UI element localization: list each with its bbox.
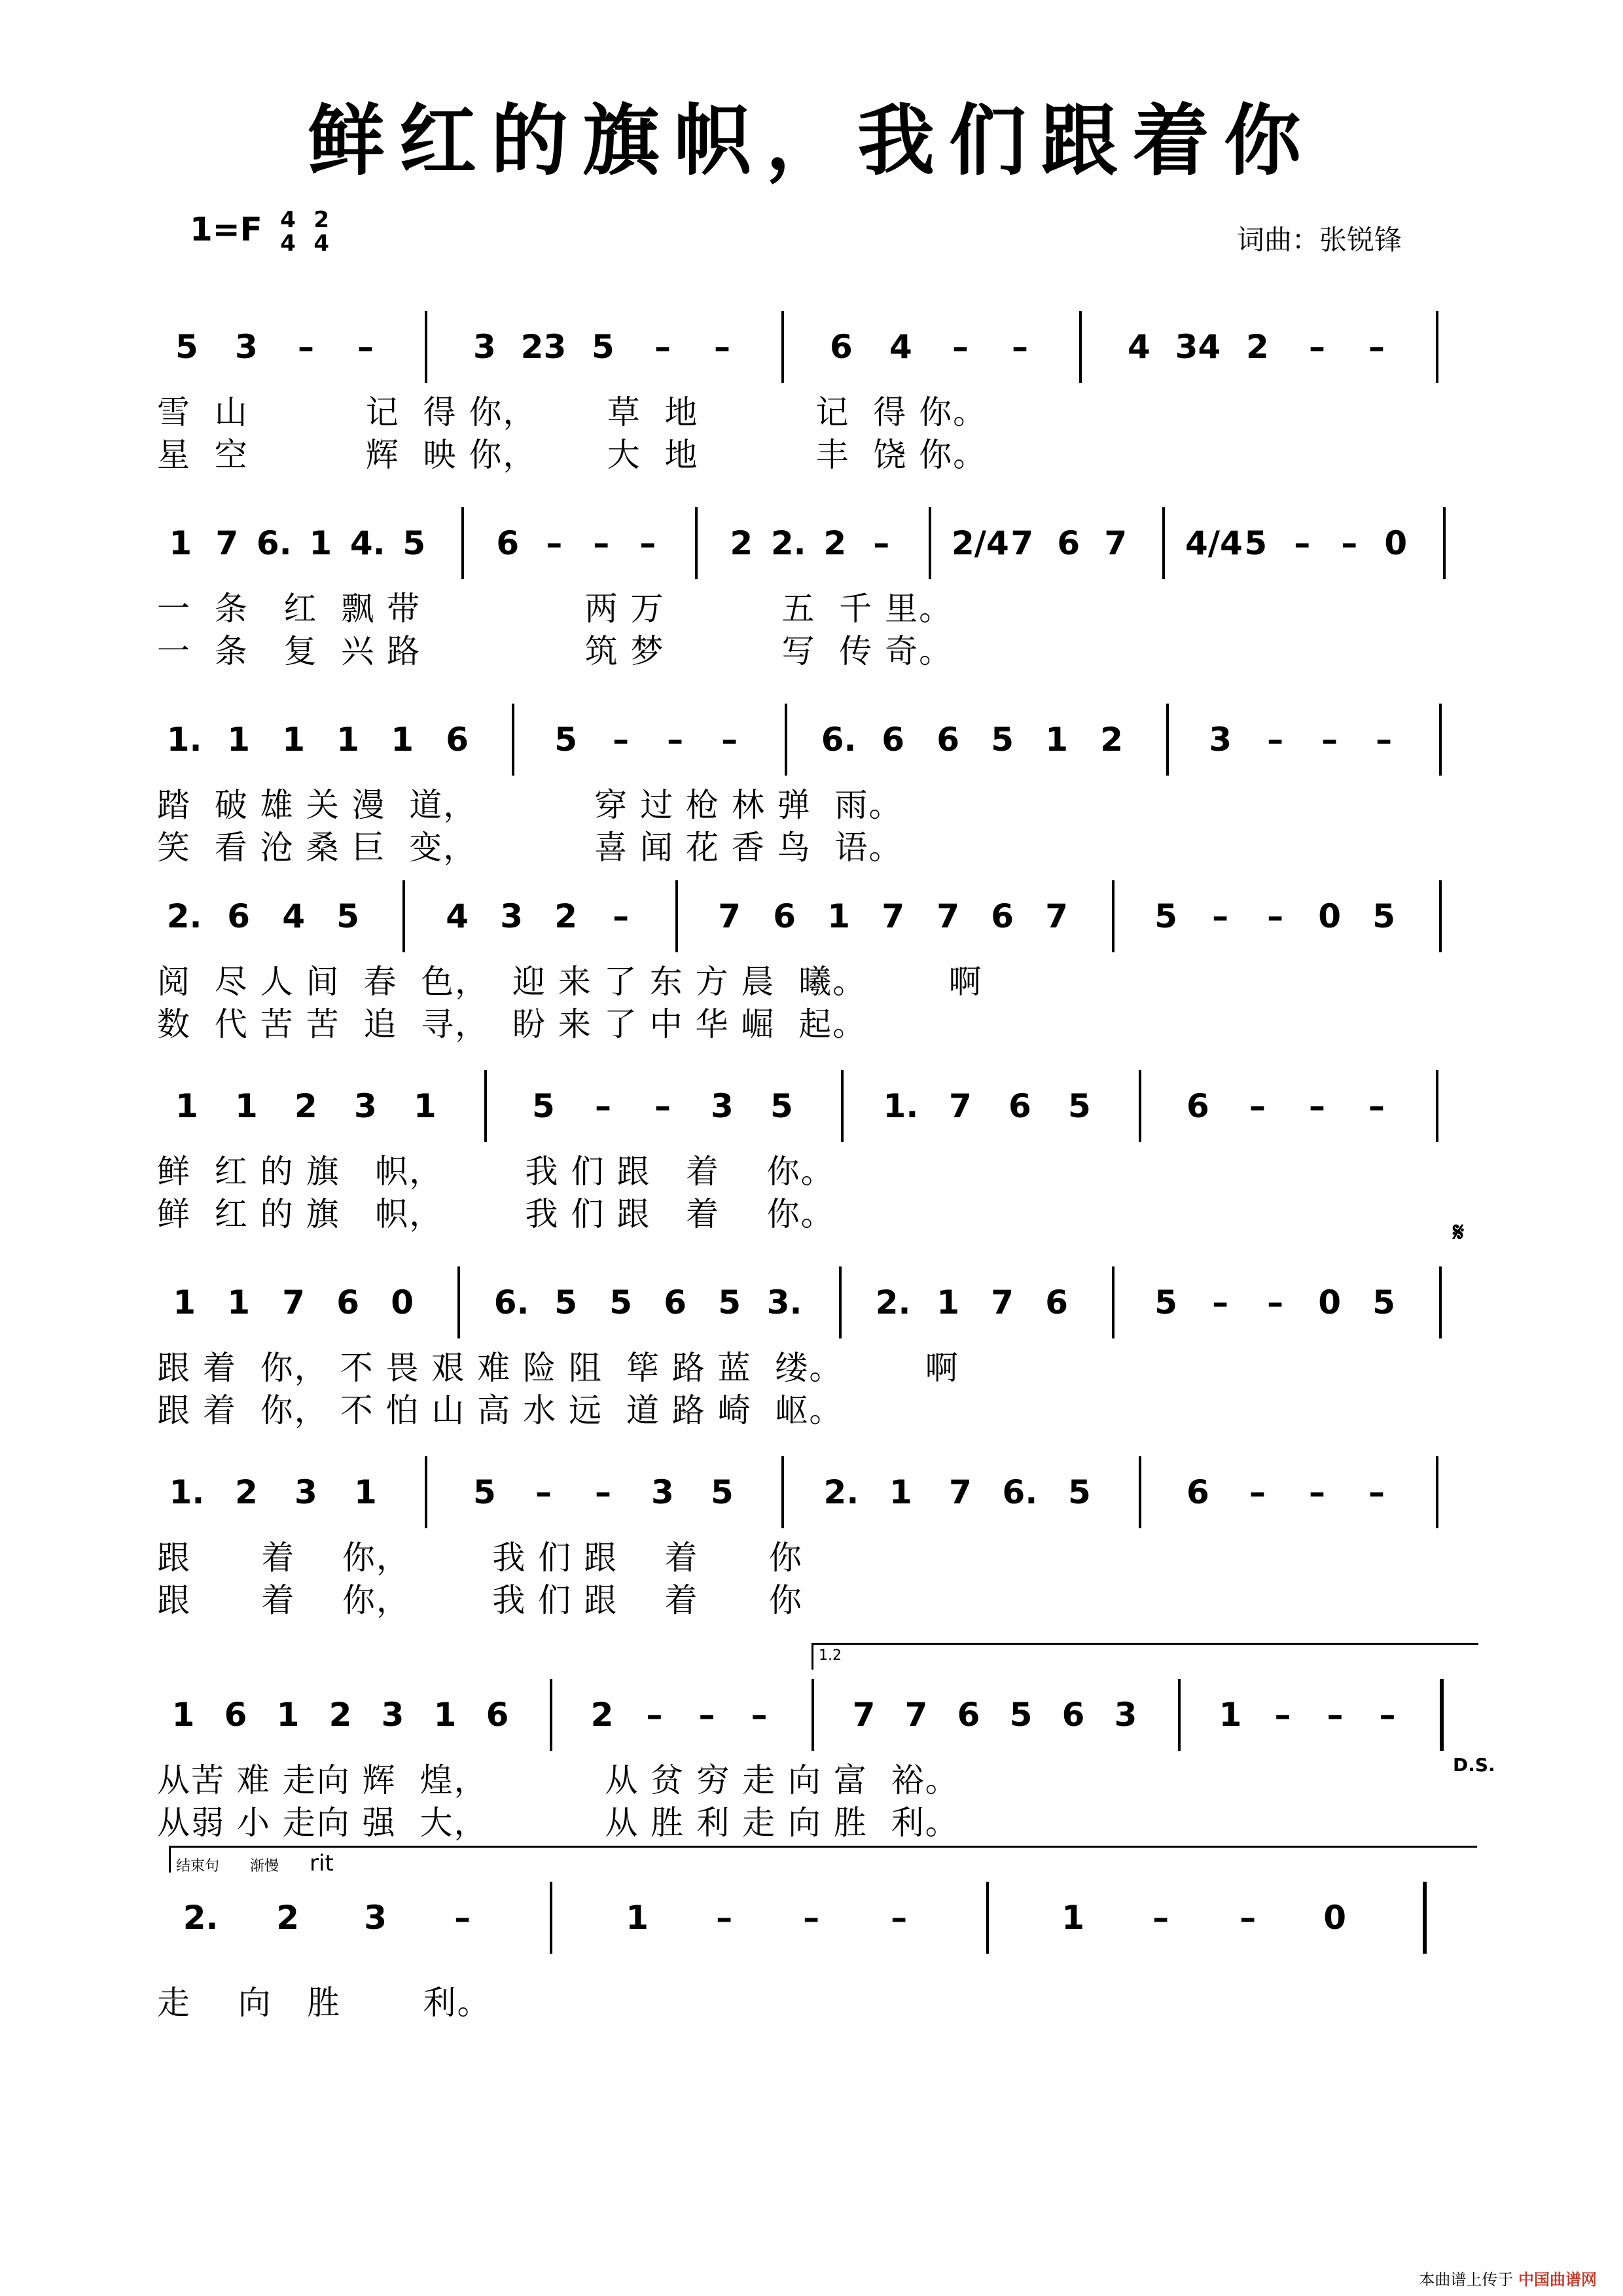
bar-line — [1439, 704, 1442, 776]
note: 5 — [609, 1283, 633, 1321]
notes-line — [157, 1067, 1479, 1152]
note: 2 — [823, 524, 847, 562]
note: 3 — [294, 1473, 317, 1511]
note: 2. — [875, 1283, 911, 1321]
note: – — [1212, 897, 1229, 935]
note: 6. — [821, 721, 857, 759]
end-bar-line — [1423, 1882, 1427, 1954]
note: 6 — [882, 721, 905, 759]
segno-sign: 𝄋 — [1453, 1217, 1465, 1247]
notes-line — [157, 1453, 1479, 1538]
bar-line — [1178, 1679, 1181, 1751]
note: 5 — [1244, 524, 1268, 562]
lyric-verse-1: 阅 尽 人 间 春 色， 迎 来 了 东 方 晨 曦。 啊 — [157, 963, 983, 1001]
note: 1 — [1045, 721, 1069, 759]
key-signature — [190, 208, 329, 255]
score-row — [157, 308, 1479, 478]
note: 1 — [227, 1283, 251, 1321]
note: – — [535, 1473, 552, 1511]
page-title: 鲜红的旗帜，我们跟着你 — [307, 95, 1315, 186]
note: 6 — [496, 524, 520, 562]
notes-line — [157, 1878, 1479, 1964]
note: – — [654, 1087, 671, 1125]
note: 3. — [766, 1283, 802, 1321]
note: 3 — [651, 1473, 674, 1511]
key-label: 1=F — [190, 210, 262, 249]
note: – — [1379, 1696, 1396, 1734]
score-row — [157, 1878, 1479, 2049]
note: – — [1327, 1696, 1344, 1734]
note: 1 — [354, 1473, 377, 1511]
note: 5 — [554, 1283, 578, 1321]
bar-line — [550, 1882, 552, 1954]
note: 7 — [904, 1696, 928, 1734]
bar-line — [841, 1070, 844, 1142]
note: 1. — [883, 1087, 919, 1125]
note: 5 — [1068, 1087, 1091, 1125]
note: 1 — [336, 721, 360, 759]
score-row — [157, 1453, 1479, 1623]
note: 0 — [1384, 524, 1408, 562]
note: – — [613, 721, 630, 759]
lyric-verse-1: 一 条 红 飘 带 两 万 五 千 里。 — [157, 590, 954, 628]
coda-label: 结束句 — [176, 1858, 220, 1874]
bar-line — [461, 507, 464, 579]
note: – — [1368, 1087, 1385, 1125]
note: 1 — [827, 897, 851, 935]
credit: 词曲：张锐锋 — [1237, 224, 1402, 256]
bar-line — [1443, 507, 1446, 579]
volta-bracket: 1.2 — [812, 1643, 1478, 1670]
bar-line — [929, 507, 931, 579]
note: 6 — [1045, 1283, 1069, 1321]
note: 1 — [175, 1087, 198, 1125]
note: 3 — [354, 1087, 377, 1125]
note: 1 — [171, 1696, 195, 1734]
note: 1 — [173, 1283, 196, 1321]
note: 6 — [936, 721, 960, 759]
note: 6. — [1002, 1473, 1038, 1511]
note: – — [698, 1696, 715, 1734]
note: 6 — [446, 721, 469, 759]
note: – — [1308, 1087, 1325, 1125]
note: 1 — [1061, 1899, 1085, 1937]
note: 5 — [402, 524, 426, 562]
bar-line — [484, 1070, 487, 1142]
note: 5 — [1154, 897, 1178, 935]
note: – — [716, 1899, 733, 1937]
note: 1. — [166, 721, 202, 759]
note: 1 — [235, 1087, 258, 1125]
bar-line — [512, 704, 514, 776]
note: 5 — [336, 897, 360, 935]
notes-line — [157, 877, 1479, 962]
time-signature-1: 4 4 — [280, 207, 296, 257]
note: 5 — [711, 1473, 734, 1511]
note: 6 — [224, 1696, 247, 1734]
note: – — [721, 721, 738, 759]
note: 4 — [889, 328, 912, 366]
note: 7 — [1010, 524, 1034, 562]
bar-line — [1439, 1266, 1442, 1338]
note: 2. — [166, 897, 202, 935]
note: – — [1368, 328, 1385, 366]
note: 7 — [949, 1087, 972, 1125]
lyric-verse-1: 从苦 难 走向 辉 煌， 从 贫 穷 走 向 富 裕。 — [157, 1761, 959, 1799]
note: 2. — [823, 1473, 859, 1511]
note: 6 — [1186, 1473, 1209, 1511]
bar-line — [457, 1266, 460, 1338]
note: 6 — [336, 1283, 360, 1321]
note: 6 — [773, 897, 796, 935]
note: 2 — [1100, 721, 1124, 759]
note: 6 — [957, 1696, 980, 1734]
score-row — [157, 1676, 1479, 1846]
bar-line — [781, 311, 784, 383]
note: – — [1249, 1087, 1266, 1125]
bar-line — [1166, 704, 1169, 776]
note: 6 — [486, 1696, 509, 1734]
bar-line — [1436, 311, 1438, 383]
note: 7 — [215, 524, 239, 562]
note: – — [646, 1696, 663, 1734]
note: – — [873, 524, 890, 562]
notes-line — [157, 308, 1479, 393]
lyric-verse-1: 雪 山 记 得 你， 草 地 记 得 你。 — [157, 393, 988, 431]
note: 6 — [830, 328, 853, 366]
note: – — [1267, 897, 1284, 935]
bar-line — [839, 1266, 842, 1338]
note: 5 — [1372, 1283, 1396, 1321]
note: 1 — [889, 1473, 912, 1511]
slow-label: 渐慢 — [250, 1858, 279, 1874]
note: 0 — [391, 1283, 414, 1321]
note: 3 — [364, 1899, 387, 1937]
note: – — [613, 897, 630, 935]
lyric-verse-1: 走 向 胜 利。 — [157, 1984, 491, 2022]
note: 6 — [664, 1283, 687, 1321]
bar-line — [1436, 1456, 1438, 1528]
note: 7 — [718, 897, 741, 935]
note: 1 — [1219, 1696, 1242, 1734]
bar-line — [550, 1679, 552, 1751]
footer-text: 本曲谱上传于 — [1419, 2270, 1514, 2289]
note: 7 — [936, 897, 960, 935]
note: 4/4 — [1185, 524, 1243, 562]
bar-line — [402, 880, 405, 952]
lyric-verse-2: 从弱 小 走向 强 大， 从 胜 利 走 向 胜 利。 — [157, 1804, 959, 1842]
note: 7 — [949, 1473, 972, 1511]
footer-brand: 中国曲谱网 — [1518, 2270, 1597, 2289]
note: 7 — [1045, 897, 1069, 935]
note: – — [1341, 524, 1358, 562]
note: 0 — [1323, 1899, 1347, 1937]
note: 4 — [282, 897, 306, 935]
note: – — [639, 524, 656, 562]
time-signature-2: 2 4 — [313, 207, 330, 257]
note: 5 — [532, 1087, 555, 1125]
note: 5 — [554, 721, 578, 759]
bar-line — [1439, 880, 1442, 952]
note: 1 — [936, 1283, 960, 1321]
bar-line — [1162, 507, 1165, 579]
note: 5 — [718, 1283, 741, 1321]
bar-line — [781, 1456, 784, 1528]
note: – — [751, 1696, 768, 1734]
bar-line — [1436, 1070, 1438, 1142]
bar-line — [1112, 880, 1115, 952]
score-row — [157, 1067, 1479, 1237]
note: – — [454, 1899, 471, 1937]
notes-line — [157, 1263, 1479, 1348]
note: – — [1212, 1283, 1229, 1321]
bar-line — [1112, 1266, 1115, 1338]
note: 6. — [493, 1283, 529, 1321]
note: – — [594, 1087, 611, 1125]
note: – — [1308, 1473, 1325, 1511]
note: 1 — [276, 1696, 300, 1734]
note: – — [1321, 721, 1338, 759]
note: – — [593, 524, 610, 562]
coda-bracket — [169, 1846, 1477, 1876]
lyric-verse-1: 跟 着 你， 我 们 跟 着 你 — [157, 1539, 803, 1577]
bar-line — [785, 704, 787, 776]
bar-line — [1139, 1456, 1141, 1528]
note: – — [1240, 1899, 1257, 1937]
note: 2/4 — [952, 524, 1009, 562]
note: – — [952, 328, 969, 366]
note: – — [654, 328, 671, 366]
note: 1 — [391, 721, 414, 759]
note: 5 — [473, 1473, 496, 1511]
note: – — [713, 328, 730, 366]
lyric-verse-2: 星 空 辉 映 你， 大 地 丰 饶 你。 — [157, 436, 988, 474]
note: 3 — [1209, 721, 1232, 759]
note: 6. — [256, 524, 292, 562]
score-row — [157, 700, 1479, 870]
note: 2 — [590, 1696, 614, 1734]
lyric-verse-2: 鲜 红 的 旗 帜， 我 们 跟 着 你。 — [157, 1195, 835, 1233]
note: 7 — [882, 897, 905, 935]
note: 6 — [1057, 524, 1080, 562]
lyric-verse-1: 跟 着 你， 不 畏 艰 难 险 阻 筚 路 蓝 缕。 啊 — [157, 1349, 959, 1387]
note: – — [594, 1473, 611, 1511]
note: – — [1308, 328, 1325, 366]
note: 5 — [175, 328, 198, 366]
lyric-verse-2: 笑 看 沧 桑 巨 变， 喜 闻 花 香 鸟 语。 — [157, 829, 903, 867]
note: 6 — [227, 897, 251, 935]
note: – — [667, 721, 684, 759]
note: 2 — [554, 897, 578, 935]
lyric-verse-2: 数 代 苦 苦 追 寻， 盼 来 了 中 华 崛 起。 — [157, 1005, 867, 1043]
lyric-verse-2: 跟 着 你， 我 们 跟 着 你 — [157, 1581, 803, 1619]
note: – — [803, 1899, 820, 1937]
note: 0 — [1318, 897, 1342, 935]
note: – — [1274, 1696, 1291, 1734]
note: 2. — [183, 1899, 219, 1937]
note: 3 — [235, 328, 258, 366]
note: 7 — [1104, 524, 1128, 562]
note: 4. — [349, 524, 385, 562]
score-row — [157, 1263, 1479, 1433]
note: 6 — [1061, 1696, 1085, 1734]
note: 3 — [473, 328, 496, 366]
note: – — [1267, 1283, 1284, 1321]
note: 3 — [381, 1696, 404, 1734]
bar-line — [812, 1679, 814, 1751]
lyric-verse-1: 鲜 红 的 旗 帜， 我 们 跟 着 你。 — [157, 1153, 835, 1191]
note: 2 — [730, 524, 753, 562]
note: 7 — [852, 1696, 876, 1734]
note: 3 — [711, 1087, 734, 1125]
note: 1 — [169, 524, 192, 562]
note: – — [1152, 1899, 1169, 1937]
bar-line — [1139, 1070, 1141, 1142]
notes-line — [157, 700, 1479, 785]
notes-line — [157, 504, 1479, 589]
bar-line — [425, 1456, 427, 1528]
lyric-verse-1: 踏 破 雄 关 漫 道， 穿 过 枪 林 弹 雨。 — [157, 786, 903, 824]
note: 2 — [294, 1087, 317, 1125]
note: 1 — [309, 524, 332, 562]
note: 1 — [433, 1696, 457, 1734]
note: 2 — [235, 1473, 258, 1511]
note: – — [357, 328, 374, 366]
note: 6 — [1186, 1087, 1209, 1125]
note: 1 — [626, 1899, 649, 1937]
note: – — [1011, 328, 1028, 366]
bar-line — [695, 507, 698, 579]
note: 3 — [1114, 1696, 1137, 1734]
note: – — [297, 328, 314, 366]
lyric-verse-2: 跟 着 你， 不 怕 山 高 水 远 道 路 崎 岖。 — [157, 1391, 844, 1429]
note: 3 — [500, 897, 524, 935]
note: 7 — [282, 1283, 306, 1321]
bar-line — [425, 311, 427, 383]
note: – — [1267, 721, 1284, 759]
bar-line — [675, 880, 678, 952]
note: 4 — [1128, 328, 1150, 366]
note: 5 — [1068, 1473, 1091, 1511]
note: 5 — [1009, 1696, 1033, 1734]
note: 2. — [770, 524, 806, 562]
note: 34 — [1175, 328, 1221, 366]
note: – — [546, 524, 563, 562]
note: 1. — [169, 1473, 205, 1511]
ds-marker: D.S. — [1453, 1754, 1495, 1776]
bar-line — [1079, 311, 1082, 383]
note: 7 — [991, 1283, 1014, 1321]
note: – — [1249, 1473, 1266, 1511]
end-bar-line — [1440, 1679, 1444, 1751]
note: 5 — [592, 328, 615, 366]
footer — [1419, 2267, 1597, 2289]
note: 1 — [282, 721, 306, 759]
note: 0 — [1318, 1283, 1342, 1321]
score-row — [157, 877, 1479, 1047]
note: 6 — [1008, 1087, 1031, 1125]
note: 5 — [1372, 897, 1396, 935]
note: 6 — [991, 897, 1014, 935]
note: 5 — [991, 721, 1014, 759]
note: 5 — [770, 1087, 793, 1125]
note: 23 — [520, 328, 567, 366]
notes-line — [157, 1676, 1479, 1761]
note: 2 — [1246, 328, 1269, 366]
note: 1 — [414, 1087, 437, 1125]
note: 5 — [1154, 1283, 1178, 1321]
note: – — [1294, 524, 1311, 562]
note: – — [1376, 721, 1393, 759]
lyric-verse-2: 一 条 复 兴 路 筑 梦 写 传 奇。 — [157, 632, 954, 670]
note: – — [891, 1899, 908, 1937]
bar-line — [986, 1882, 989, 1954]
rit-label: rit — [310, 1850, 334, 1876]
score-row — [157, 504, 1479, 674]
note: 4 — [446, 897, 469, 935]
note: – — [1368, 1473, 1385, 1511]
note: 1 — [227, 721, 251, 759]
note: 2 — [329, 1696, 352, 1734]
note: 2 — [276, 1899, 300, 1937]
